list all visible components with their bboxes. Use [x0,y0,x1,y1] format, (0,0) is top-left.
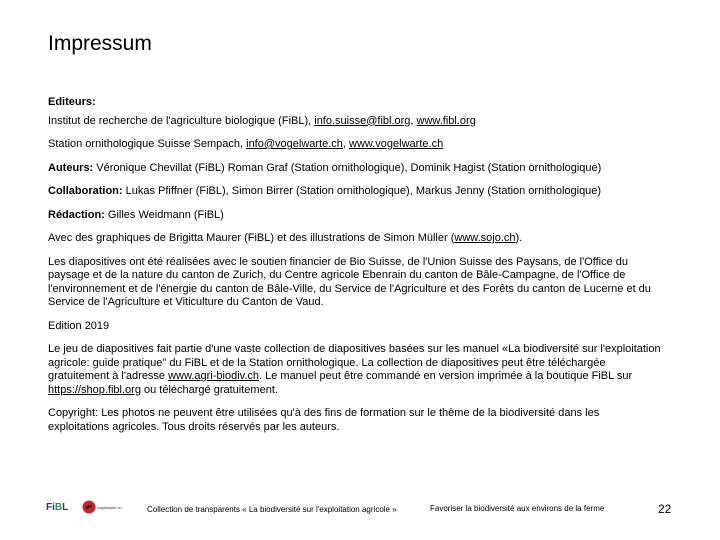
collaboration-line: Collaboration: Lukas Pfiffner (FiBL), Simon Birrer (Station ornithologique), Markus Jenny (Station ornithologique) [48,185,602,197]
agri-biodiv-link[interactable]: www.agri-biodiv.ch [168,370,259,382]
copyright-paragraph: Copyright: Les photos ne peuvent être utilisées qu'à des fins de formation sur le thème de la biodiversité dans les exploitations agricoles. Tous droits réservés par les auteurs. [48,407,600,433]
impressum-content [48,96,663,439]
page-number: 22 [658,502,672,516]
editeurs-heading: Editeurs: [48,96,96,108]
editeurs-line-vogelwarte: Station ornithologique Suisse Sempach, info@vogelwarte.ch, www.vogelwarte.ch [48,138,444,150]
vogelwarte-logo-icon [82,500,96,514]
footer-subtitle: Favoriser la biodiversité aux environs de la ferme [430,504,605,513]
footer [0,490,720,540]
page-title: Impressum [48,32,152,55]
fibl-email-link[interactable]: info.suisse@fibl.org [314,114,411,127]
vogelwarte-logo-text: vogelwarte.ch [97,505,122,510]
editeurs-line-fibl: Institut de recherche de l'agriculture biologique (FiBL), info.suisse@fibl.org, www.fibl.org [48,114,476,127]
vogelwarte-email-link[interactable]: info@vogelwarte.ch [246,138,343,150]
footer-collection-title: Collection de transparents « La biodiversité sur l'exploitation agricole » [147,505,397,514]
collection-paragraph: Le jeu de diapositives fait partie d'une vaste collection de diapositives basées sur les manuel «La biodiversité sur l'exploitation agricole: guide pratique" du FiBL et de la Station ornithologique. La collection de diapositives peut être téléchargée gratuitement à l'adresse www.agri-biodiv.ch. Le manuel peut être commandé en version imprimée à la boutique FiBL sur https://shop.fibl.org ou téléchargé gratuitement. [48,343,661,396]
vogelwarte-web-link[interactable]: www.vogelwarte.ch [349,138,444,150]
fibl-logo: FiBL [46,502,69,513]
sojo-web-link[interactable]: www.sojo.ch [454,232,516,244]
auteurs-line: Auteurs: Véronique Chevillat (FiBL) Roman Graf (Station ornithologique), Dominik Hagist (Station ornithologique) [48,161,602,174]
shop-fibl-link[interactable]: https://shop.fibl.org [48,383,141,396]
redaction-line: Rédaction: Gilles Weidmann (FiBL) [48,208,224,221]
edition-line: Edition 2019 [48,319,110,332]
graphiques-line: Avec des graphiques de Brigitta Maurer (FiBL) et des illustrations de Simon Müller (www.sojo.ch). [48,232,523,244]
soutien-paragraph: Les diapositives ont été réalisées avec le soutien financier de Bio Suisse, de l'Union Suisse des Paysans, de l'Office du paysage et de la nature du canton de Zurich, du Centre agricole Ebenrain du canton de Bâle-Campagne, de l'Office de l'environnement et de l'énergie du canton de Bâle-Ville, du Service de l'Agriculture et des Forêts du canton de Lucerne et du Service de l'Agriculture et Viticulture du Canton de Vaud. [48,255,651,308]
fibl-web-link[interactable]: www.fibl.org [416,114,476,127]
